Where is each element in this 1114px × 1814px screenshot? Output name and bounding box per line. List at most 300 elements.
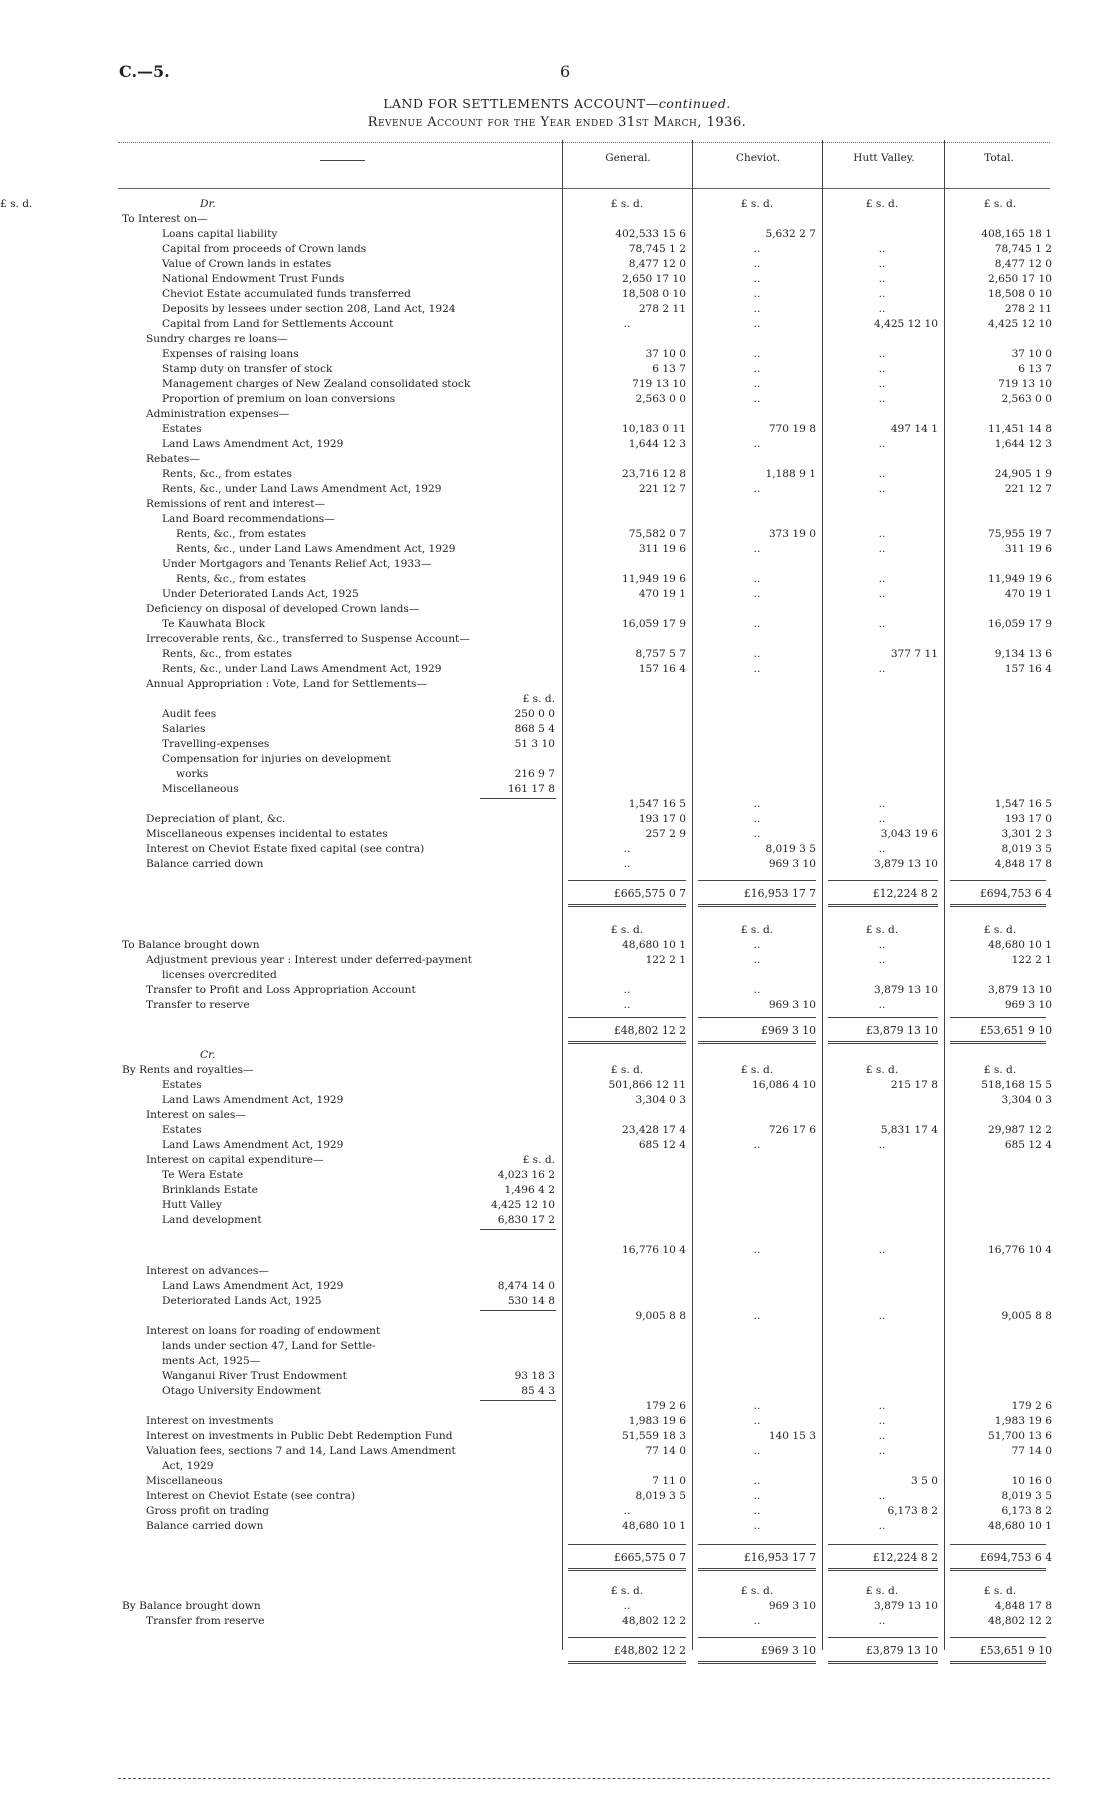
total-double-rule	[828, 1661, 938, 1664]
amount-cell: 719 13 10	[998, 378, 1052, 390]
page-number: 6	[560, 62, 571, 81]
ledger-row	[0, 1614, 1114, 1629]
ledger-row	[0, 497, 1114, 512]
row-label: National Endowment Trust Funds	[162, 273, 345, 285]
row-label: Value of Crown lands in estates	[162, 258, 332, 270]
amount-cell: ..	[753, 1505, 761, 1517]
row-label: Balance carried down	[146, 1520, 264, 1532]
document-reference: C.—5.	[119, 62, 170, 81]
amount-cell: ..	[753, 1415, 761, 1427]
row-label: Depreciation of plant, &c.	[146, 813, 286, 825]
row-label: Interest on Cheviot Estate fixed capital (see contra)	[146, 843, 425, 855]
amount-cell: ..	[753, 618, 761, 630]
amount-cell: ..	[753, 663, 761, 675]
row-label: Rents, &c., from estates	[162, 468, 292, 480]
amount-cell: 77 14 0	[645, 1445, 686, 1457]
row-label: To Interest on—	[122, 213, 208, 225]
row-label: Otago University Endowment	[162, 1385, 321, 1397]
row-label: Brinklands Estate	[162, 1184, 258, 1196]
ledger-row	[0, 302, 1114, 317]
amount-cell: 16,776 10 4	[987, 1244, 1052, 1256]
ledger-row	[0, 692, 1114, 707]
sub-amount: 4,425 12 10	[490, 1199, 555, 1211]
amount-cell: £ s. d.	[865, 924, 899, 936]
total-rule	[950, 880, 1046, 881]
page-subtitle: Revenue Account for the Year ended 31st March, 1936.	[367, 115, 747, 130]
amount-cell: 37 10 0	[645, 348, 686, 360]
ledger-row	[0, 1198, 1114, 1213]
amount-cell: 2,650 17 10	[621, 273, 686, 285]
total-double-rule	[828, 904, 938, 907]
header-bottom-rule	[118, 188, 1050, 189]
ledger-row	[0, 647, 1114, 662]
amount-cell: 4,848 17 8	[994, 1600, 1052, 1612]
ledger-row	[0, 1444, 1114, 1459]
ledger-row	[0, 317, 1114, 332]
amount-cell: ..	[753, 1310, 761, 1322]
sub-amount: 93 18 3	[514, 1370, 555, 1382]
amount-cell: 48,802 12 2	[621, 1615, 686, 1627]
amount-cell: 18,508 0 10	[987, 288, 1052, 300]
total-rule	[568, 1544, 686, 1545]
row-label: Gross profit on trading	[146, 1505, 270, 1517]
page-title: LAND FOR SETTLEMENTS ACCOUNT—continued.	[383, 96, 731, 111]
amount-cell: ..	[878, 813, 886, 825]
amount-cell: 3,043 19 6	[880, 828, 938, 840]
row-label: Valuation fees, sections 7 and 14, Land Laws Amendment	[146, 1445, 456, 1457]
amount-cell: ..	[753, 984, 761, 996]
amount-cell: ..	[878, 393, 886, 405]
amount-cell: ..	[753, 363, 761, 375]
total-double-rule	[568, 1041, 686, 1044]
amount-cell: 6,173 8 2	[1001, 1505, 1052, 1517]
total-rule	[950, 1637, 1046, 1638]
amount-cell: 193 17 0	[1004, 813, 1052, 825]
ledger-row	[0, 1459, 1114, 1474]
amount-cell: ..	[878, 1139, 886, 1151]
ledger-row	[0, 722, 1114, 737]
amount-cell: 11,949 19 6	[987, 573, 1052, 585]
amount-cell: 48,680 10 1	[621, 1520, 686, 1532]
row-label: Dr.	[200, 198, 216, 210]
amount-cell: 215 17 8	[890, 1079, 938, 1091]
amount-cell: ..	[878, 1615, 886, 1627]
column-header-general: General.	[562, 140, 693, 188]
sub-amount: £ s. d.	[522, 693, 555, 705]
amount-cell: 3,301 2 3	[1001, 828, 1052, 840]
row-label: ments Act, 1925—	[162, 1355, 261, 1367]
total-double-rule	[950, 1661, 1046, 1664]
amount-cell: 18,508 0 10	[621, 288, 686, 300]
row-label: Deficiency on disposal of developed Crown lands—	[146, 603, 420, 615]
row-label: Transfer from reserve	[146, 1615, 265, 1627]
amount-cell: 1,644 12 3	[994, 438, 1052, 450]
ledger-row	[0, 782, 1114, 797]
amount-cell: 78,745 1 2	[628, 243, 686, 255]
row-label: Cheviot Estate accumulated funds transferred	[162, 288, 411, 300]
amount-cell: 685 12 4	[1004, 1139, 1052, 1151]
amount-cell: £969 3 10	[761, 1644, 816, 1657]
amount-cell: 278 2 11	[638, 303, 686, 315]
amount-cell: 221 12 7	[1004, 483, 1052, 495]
ledger-row	[0, 1324, 1114, 1339]
amount-cell: 48,680 10 1	[621, 939, 686, 951]
amount-cell: £969 3 10	[761, 1024, 816, 1037]
amount-cell: £694,753 6 4	[979, 1551, 1052, 1564]
amount-cell: ..	[753, 813, 761, 825]
amount-cell: ..	[753, 648, 761, 660]
amount-cell: £ s. d.	[983, 1064, 1017, 1076]
amount-cell: 1,983 19 6	[994, 1415, 1052, 1427]
amount-cell: 7 11 0	[652, 1475, 686, 1487]
amount-cell: 969 3 10	[768, 1600, 816, 1612]
ledger-row	[0, 332, 1114, 347]
amount-cell: ..	[753, 303, 761, 315]
amount-cell: 8,019 3 5	[1001, 1490, 1052, 1502]
amount-cell: ..	[878, 573, 886, 585]
ledger-row	[0, 377, 1114, 392]
amount-cell: ..	[753, 318, 761, 330]
amount-cell: £53,651 9 10	[979, 1644, 1052, 1657]
row-label: Under Deteriorated Lands Act, 1925	[162, 588, 359, 600]
amount-cell: ..	[623, 1505, 631, 1517]
row-label: Rents, &c., from estates	[176, 573, 306, 585]
ledger-row	[0, 1183, 1114, 1198]
ledger-row	[0, 1023, 1114, 1038]
row-label: Interest on investments in Public Debt Redemption Fund	[146, 1430, 453, 1442]
amount-cell: 373 19 0	[768, 528, 816, 540]
amount-cell: 470 19 1	[1004, 588, 1052, 600]
amount-cell: ..	[753, 1490, 761, 1502]
amount-cell: 3,879 13 10	[873, 1600, 938, 1612]
ledger-row	[0, 392, 1114, 407]
total-rule	[828, 1017, 938, 1018]
amount-cell: 1,644 12 3	[628, 438, 686, 450]
ledger-row	[0, 1429, 1114, 1444]
amount-cell: 969 3 10	[768, 999, 816, 1011]
amount-cell: 51,700 13 6	[987, 1430, 1052, 1442]
row-label: Sundry charges re loans—	[146, 333, 288, 345]
total-rule	[950, 1017, 1046, 1018]
amount-cell: ..	[753, 573, 761, 585]
amount-cell: 8,019 3 5	[1001, 843, 1052, 855]
ledger-row	[0, 1489, 1114, 1504]
amount-cell: 10,183 0 11	[621, 423, 686, 435]
amount-cell: ..	[878, 843, 886, 855]
total-rule	[828, 880, 938, 881]
amount-cell: ..	[878, 1310, 886, 1322]
page-bottom-rule	[118, 1778, 1050, 1779]
row-label: Interest on sales—	[146, 1109, 246, 1121]
amount-cell: ..	[753, 1400, 761, 1412]
amount-cell: 77 14 0	[1011, 1445, 1052, 1457]
row-label: Miscellaneous	[146, 1475, 223, 1487]
amount-cell: ..	[753, 543, 761, 555]
amount-cell: ..	[878, 243, 886, 255]
amount-cell: ..	[878, 288, 886, 300]
row-label: Rents, &c., under Land Laws Amendment Act, 1929	[176, 543, 456, 555]
amount-cell: ..	[753, 1520, 761, 1532]
total-double-rule	[950, 1568, 1046, 1571]
row-label: Capital from Land for Settlements Account	[162, 318, 394, 330]
amount-cell: 4,425 12 10	[873, 318, 938, 330]
sub-amount: 868 5 4	[514, 723, 555, 735]
amount-cell: ..	[753, 798, 761, 810]
amount-cell: 9,005 8 8	[1001, 1310, 1052, 1322]
amount-cell: 278 2 11	[1004, 303, 1052, 315]
ledger-row	[0, 617, 1114, 632]
row-label: Land Laws Amendment Act, 1929	[162, 1139, 344, 1151]
amount-cell: 1,547 16 5	[994, 798, 1052, 810]
ledger-row	[0, 242, 1114, 257]
amount-cell: ..	[753, 1445, 761, 1457]
row-label: Adjustment previous year : Interest under deferred-payment	[146, 954, 472, 966]
amount-cell: £ s. d.	[740, 1064, 774, 1076]
ledger-row	[0, 467, 1114, 482]
row-label: Rents, &c., under Land Laws Amendment Act, 1929	[162, 663, 442, 675]
row-label: Interest on Cheviot Estate (see contra)	[146, 1490, 356, 1502]
amount-cell: 157 16 4	[638, 663, 686, 675]
amount-cell: 6 13 7	[652, 363, 686, 375]
row-label: Miscellaneous expenses incidental to estates	[146, 828, 388, 840]
amount-cell: 5,831 17 4	[880, 1124, 938, 1136]
ledger-row	[0, 512, 1114, 527]
ledger-row	[0, 587, 1114, 602]
sub-amount: 8,474 14 0	[497, 1280, 555, 1292]
total-double-rule	[698, 1661, 816, 1664]
amount-cell: ..	[878, 1415, 886, 1427]
amount-cell: 8,757 5 7	[635, 648, 686, 660]
row-label: Rents, &c., from estates	[162, 648, 292, 660]
amount-cell: 501,866 12 11	[608, 1079, 686, 1091]
amount-cell: ..	[753, 939, 761, 951]
amount-cell: £48,802 12 2	[613, 1024, 686, 1037]
amount-cell: ..	[878, 273, 886, 285]
ledger-row	[0, 1354, 1114, 1369]
total-rule	[828, 1544, 938, 1545]
ledger-row	[0, 857, 1114, 872]
sub-amount: 250 0 0	[514, 708, 555, 720]
amount-cell: £ s. d.	[610, 924, 644, 936]
ledger-row	[0, 1108, 1114, 1123]
amount-cell: 122 2 1	[1011, 954, 1052, 966]
amount-cell: 518,168 15 5	[981, 1079, 1052, 1091]
amount-cell: ..	[878, 1244, 886, 1256]
amount-cell: 157 16 4	[1004, 663, 1052, 675]
amount-cell: 408,165 18 1	[981, 228, 1052, 240]
row-label: Interest on loans for roading of endowment	[146, 1325, 381, 1337]
ledger-row	[0, 1643, 1114, 1658]
row-label: Hutt Valley	[162, 1199, 222, 1211]
amount-cell: 23,716 12 8	[621, 468, 686, 480]
amount-cell: ..	[753, 288, 761, 300]
amount-cell: 2,563 0 0	[1001, 393, 1052, 405]
ledger-row	[0, 1153, 1114, 1168]
ledger-row	[0, 407, 1114, 422]
row-label: Wanganui River Trust Endowment	[162, 1370, 347, 1382]
amount-cell: £53,651 9 10	[979, 1024, 1052, 1037]
row-label: Te Kauwhata Block	[162, 618, 265, 630]
total-rule	[950, 1544, 1046, 1545]
amount-cell: £694,753 6 4	[979, 887, 1052, 900]
row-label: Land Board recommendations—	[162, 513, 335, 525]
amount-cell: 122 2 1	[645, 954, 686, 966]
amount-cell: 3,879 13 10	[873, 858, 938, 870]
amount-cell: 16,086 4 10	[751, 1079, 816, 1091]
amount-cell: ..	[753, 438, 761, 450]
ledger-row	[0, 347, 1114, 362]
amount-cell: ..	[878, 1400, 886, 1412]
amount-cell: 11,451 14 8	[987, 423, 1052, 435]
ledger-row	[0, 257, 1114, 272]
row-label: Deposits by lessees under section 208, Land Act, 1924	[162, 303, 456, 315]
amount-cell: 78,745 1 2	[994, 243, 1052, 255]
amount-cell: ..	[753, 1244, 761, 1256]
row-label: Deteriorated Lands Act, 1925	[162, 1295, 322, 1307]
sub-amount: 4,023 16 2	[497, 1169, 555, 1181]
row-label: lands under section 47, Land for Settle-	[162, 1340, 376, 1352]
ledger-row	[0, 542, 1114, 557]
amount-cell: ..	[623, 999, 631, 1011]
ledger-row	[0, 557, 1114, 572]
amount-cell: £12,224 8 2	[872, 887, 938, 900]
amount-cell: ..	[753, 828, 761, 840]
row-label: Administration expenses—	[146, 408, 290, 420]
amount-cell: 719 13 10	[632, 378, 686, 390]
ledger-row	[0, 812, 1114, 827]
amount-cell: 969 3 10	[1004, 999, 1052, 1011]
amount-cell: £ s. d.	[983, 198, 1017, 210]
amount-cell: 2,563 0 0	[635, 393, 686, 405]
amount-cell: ..	[878, 438, 886, 450]
amount-cell: 10 16 0	[1011, 1475, 1052, 1487]
amount-cell: 51,559 18 3	[621, 1430, 686, 1442]
amount-cell: 6,173 8 2	[887, 1505, 938, 1517]
sub-amount: 161 17 8	[507, 783, 555, 795]
amount-cell: ..	[878, 258, 886, 270]
amount-cell: ..	[623, 1600, 631, 1612]
amount-cell: ..	[878, 1520, 886, 1532]
amount-cell: £ s. d.	[865, 1064, 899, 1076]
amount-cell: ..	[878, 483, 886, 495]
row-label: Transfer to Profit and Loss Appropriation Account	[146, 984, 416, 996]
amount-cell: 75,582 0 7	[628, 528, 686, 540]
amount-cell: 1,188 9 1	[765, 468, 816, 480]
amount-cell: ..	[753, 1475, 761, 1487]
ledger-row	[0, 1123, 1114, 1138]
total-rule	[568, 1017, 686, 1018]
amount-cell: ..	[878, 303, 886, 315]
ledger-row	[0, 1168, 1114, 1183]
row-label: Rents, &c., from estates	[176, 528, 306, 540]
amount-cell: 221 12 7	[638, 483, 686, 495]
row-label: £ s. d.	[0, 198, 33, 210]
amount-cell: 257 2 9	[645, 828, 686, 840]
total-rule	[698, 880, 816, 881]
column-header-total: Total.	[944, 140, 1053, 188]
amount-cell: 4,848 17 8	[994, 858, 1052, 870]
ledger-row	[0, 1294, 1114, 1309]
total-double-rule	[698, 904, 816, 907]
ledger-row	[0, 707, 1114, 722]
amount-cell: £665,575 0 7	[613, 887, 686, 900]
ledger-row	[0, 968, 1114, 983]
amount-cell: ..	[878, 468, 886, 480]
ledger-row	[0, 1093, 1114, 1108]
row-label: Annual Appropriation : Vote, Land for Settlements—	[146, 678, 428, 690]
ledger-row	[0, 1550, 1114, 1565]
amount-cell: 497 14 1	[890, 423, 938, 435]
amount-cell: ..	[878, 528, 886, 540]
ledger-row	[0, 1264, 1114, 1279]
total-rule	[698, 1017, 816, 1018]
amount-cell: 4,425 12 10	[987, 318, 1052, 330]
amount-cell: ..	[623, 858, 631, 870]
row-label: Irrecoverable rents, &c., transferred to Suspense Account—	[146, 633, 470, 645]
total-double-rule	[698, 1041, 816, 1044]
amount-cell: £3,879 13 10	[865, 1644, 938, 1657]
ledger-row	[0, 827, 1114, 842]
ledger-row	[0, 1048, 1114, 1063]
ledger-row	[0, 632, 1114, 647]
row-label: To Balance brought down	[122, 939, 260, 951]
amount-cell: ..	[753, 348, 761, 360]
ledger-row	[0, 1078, 1114, 1093]
amount-cell: £ s. d.	[983, 924, 1017, 936]
amount-cell: 1,983 19 6	[628, 1415, 686, 1427]
ledger-row	[0, 1519, 1114, 1534]
amount-cell: 969 3 10	[768, 858, 816, 870]
total-rule	[698, 1544, 816, 1545]
subtotal-rule	[480, 1229, 556, 1230]
row-label: Loans capital liability	[162, 228, 278, 240]
amount-cell: 377 7 11	[890, 648, 938, 660]
amount-cell: 48,680 10 1	[987, 1520, 1052, 1532]
ledger-row	[0, 287, 1114, 302]
total-rule	[568, 1637, 686, 1638]
amount-cell: ..	[878, 363, 886, 375]
row-label: Rents, &c., under Land Laws Amendment Act, 1929	[162, 483, 442, 495]
amount-cell: ..	[753, 1615, 761, 1627]
row-label: Interest on capital expenditure—	[146, 1154, 324, 1166]
amount-cell: ..	[623, 984, 631, 996]
ledger-row	[0, 527, 1114, 542]
ledger-row	[0, 886, 1114, 901]
sub-amount: 530 14 8	[507, 1295, 555, 1307]
column-header-cheviot: Cheviot.	[692, 140, 823, 188]
amount-cell: 6 13 7	[1018, 363, 1052, 375]
row-label: Compensation for injuries on development	[162, 753, 391, 765]
ledger-row	[0, 998, 1114, 1013]
amount-cell: £ s. d.	[610, 1064, 644, 1076]
amount-cell: ..	[753, 588, 761, 600]
amount-cell: 179 2 6	[1011, 1400, 1052, 1412]
amount-cell: ..	[753, 258, 761, 270]
ledger-row	[0, 1243, 1114, 1258]
row-label: Transfer to reserve	[146, 999, 250, 1011]
amount-cell: 75,955 19 7	[987, 528, 1052, 540]
total-double-rule	[950, 904, 1046, 907]
ledger-row	[0, 1399, 1114, 1414]
ledger-row	[0, 1414, 1114, 1429]
amount-cell: ..	[878, 378, 886, 390]
row-label: Land Laws Amendment Act, 1929	[162, 1094, 344, 1106]
amount-cell: 16,059 17 9	[621, 618, 686, 630]
row-label: Under Mortgagors and Tenants Relief Act, 1933—	[162, 558, 432, 570]
amount-cell: £ s. d.	[740, 198, 774, 210]
ledger-row	[0, 572, 1114, 587]
ledger-row	[0, 1063, 1114, 1078]
